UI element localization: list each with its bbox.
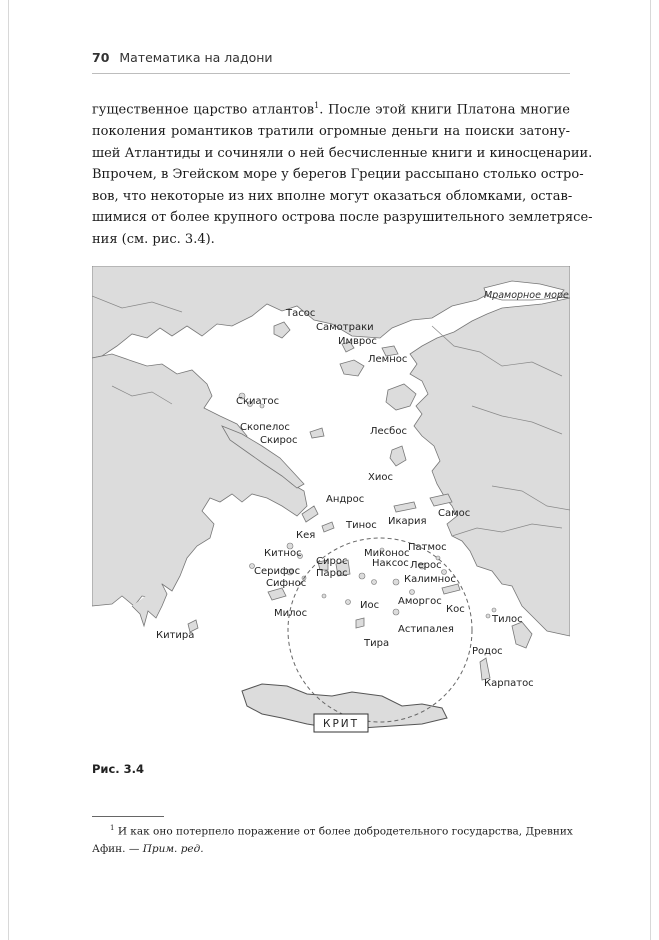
- label-island: Икария: [388, 516, 427, 527]
- label-island: Самотраки: [316, 322, 374, 333]
- label-marmara: Мраморное море: [484, 290, 569, 301]
- label-island: Карпатос: [484, 678, 534, 689]
- label-island: Тира: [364, 638, 390, 649]
- label-island: Лесбос: [370, 426, 407, 437]
- label-island: Серифос: [254, 566, 301, 577]
- body-line: ния (см. рис. 3.4).: [92, 231, 215, 247]
- label-island: Хиос: [368, 472, 393, 483]
- label-island: Наксос: [372, 558, 409, 569]
- body-line: гущественное царство атлантов$^1$. После этой книги Платона многие: [92, 101, 570, 118]
- label-island: Китнос: [264, 548, 302, 559]
- label-crete: КРИТ: [323, 718, 360, 730]
- footnote-line: Афин. — Прим. ред.: [92, 842, 204, 855]
- label-island: Имврос: [338, 336, 377, 347]
- label-island: Миконос: [364, 548, 410, 559]
- footnote: [92, 820, 573, 858]
- label-island: Патмос: [408, 542, 447, 553]
- footnote-ref[interactable]: 1: [314, 101, 320, 110]
- label-island: Скирос: [260, 435, 298, 446]
- label-island: Кея: [296, 530, 316, 541]
- label-island: Китира: [156, 630, 195, 641]
- label-island: Милос: [274, 608, 308, 619]
- label-island: Астипалея: [398, 624, 454, 635]
- figure-caption: Рис. 3.4: [92, 762, 145, 776]
- body-line: шимися от более крупного острова после разрушительного землетрясе-: [92, 210, 593, 226]
- body-line: поколения романтиков тратили огромные деньги на поиски затону-: [92, 123, 570, 139]
- body-line: вов, что некоторые из них вполне могут оказаться обломками, остав-: [92, 188, 573, 204]
- label-island: Иос: [360, 600, 380, 611]
- editor-note: Прим. ред.: [142, 842, 204, 855]
- label-island: Лемнос: [368, 354, 408, 365]
- footnote-marker: 1: [110, 824, 115, 832]
- label-island: Скиатос: [236, 396, 280, 407]
- label-island: Тилос: [492, 614, 523, 625]
- label-island: Самос: [438, 508, 471, 519]
- footnote-line: $^1$ И как оно потерпело поражение от более добродетельного государства, Древних: [110, 824, 573, 838]
- label-island: Тинос: [346, 520, 377, 531]
- running-header: [92, 50, 570, 65]
- label-island: Тасос: [286, 308, 316, 319]
- label-island: Кос: [446, 604, 465, 615]
- label-island: Сифнос: [266, 578, 307, 589]
- label-island: Калимнос: [404, 574, 456, 585]
- running-title: Математика на ладони: [119, 50, 273, 65]
- label-island: Родос: [472, 646, 503, 657]
- footnote-rule: [92, 816, 164, 817]
- label-island: Сирос: [316, 556, 348, 567]
- header-rule: [92, 73, 570, 74]
- thira: [356, 618, 364, 628]
- label-island: Парос: [316, 568, 348, 579]
- body-line: шей Атлантиды и сочиняли о ней бесчисленные книги и киносценарии.: [92, 145, 593, 161]
- label-island: Скопелос: [240, 422, 290, 433]
- label-island: Андрос: [326, 494, 365, 505]
- aegean-map: [92, 266, 570, 746]
- page-number: 70: [92, 50, 110, 65]
- label-island: Лерос: [410, 560, 442, 571]
- body-paragraph: [92, 95, 593, 250]
- label-island: Аморгос: [398, 596, 442, 607]
- body-line: Впрочем, в Эгейском море у берегов Греции рассыпано столько остро-: [92, 167, 584, 183]
